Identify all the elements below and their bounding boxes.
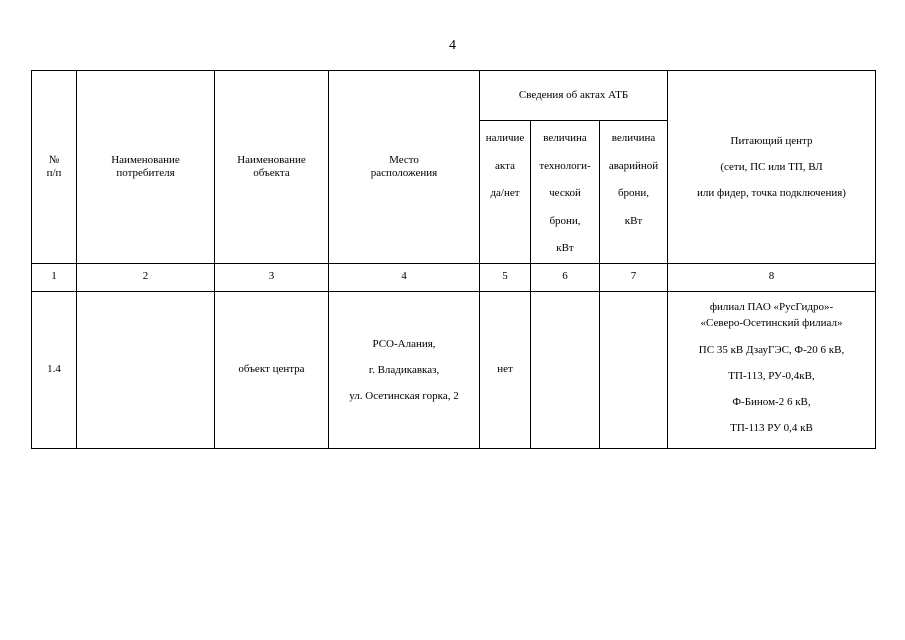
header-atb-group: Сведения об актах АТБ xyxy=(480,71,668,121)
column-number: 5 xyxy=(480,263,531,291)
column-number: 3 xyxy=(215,263,329,291)
header-act-presence: наличие акта да/нет xyxy=(480,121,531,264)
row-consumer xyxy=(77,291,215,448)
power-center-details: ПС 35 кВ ДзауГЭС, Ф-20 6 кВ, ТП-113, РУ-0,4кВ, Ф-Бином-2 6 кВ, ТП-113 РУ 0,4 кВ xyxy=(698,343,845,434)
column-number: 4 xyxy=(329,263,480,291)
column-number: 8 xyxy=(668,263,876,291)
row-power-center xyxy=(668,291,876,448)
row-act-presence: нет xyxy=(480,291,531,448)
row-tech-reserve xyxy=(531,291,600,448)
row-location: РСО-Алания, г. Владикавказ, ул. Осетинская горка, 2 xyxy=(329,291,480,448)
header-power-center: Питающий центр (сети, ПС или ТП, ВЛ или фидер, точка подключения) xyxy=(668,71,876,264)
header-location: Место расположения xyxy=(329,71,480,264)
column-number: 7 xyxy=(600,263,668,291)
header-tech-reserve: величина технологи- ческой брони, кВт xyxy=(531,121,600,264)
header-row-1 xyxy=(32,71,876,121)
power-center-branch: филиал ПАО «РусГидро»- «Северо-Осетинский филиал» xyxy=(700,300,843,329)
page-number: 4 xyxy=(449,38,456,53)
row-object: объект центра xyxy=(215,291,329,448)
column-number: 1 xyxy=(32,263,77,291)
column-number: 6 xyxy=(531,263,600,291)
column-number: 2 xyxy=(77,263,215,291)
column-number-row xyxy=(32,263,876,291)
header-emergency-reserve: величина аварийной брони, кВт xyxy=(600,121,668,264)
atb-table xyxy=(31,70,876,449)
header-object: Наименование объекта xyxy=(215,71,329,264)
header-num: № п/п xyxy=(32,71,77,264)
header-consumer: Наименование потребителя xyxy=(77,71,215,264)
table-row xyxy=(32,291,876,448)
row-emergency-reserve xyxy=(600,291,668,448)
row-num: 1.4 xyxy=(32,291,77,448)
